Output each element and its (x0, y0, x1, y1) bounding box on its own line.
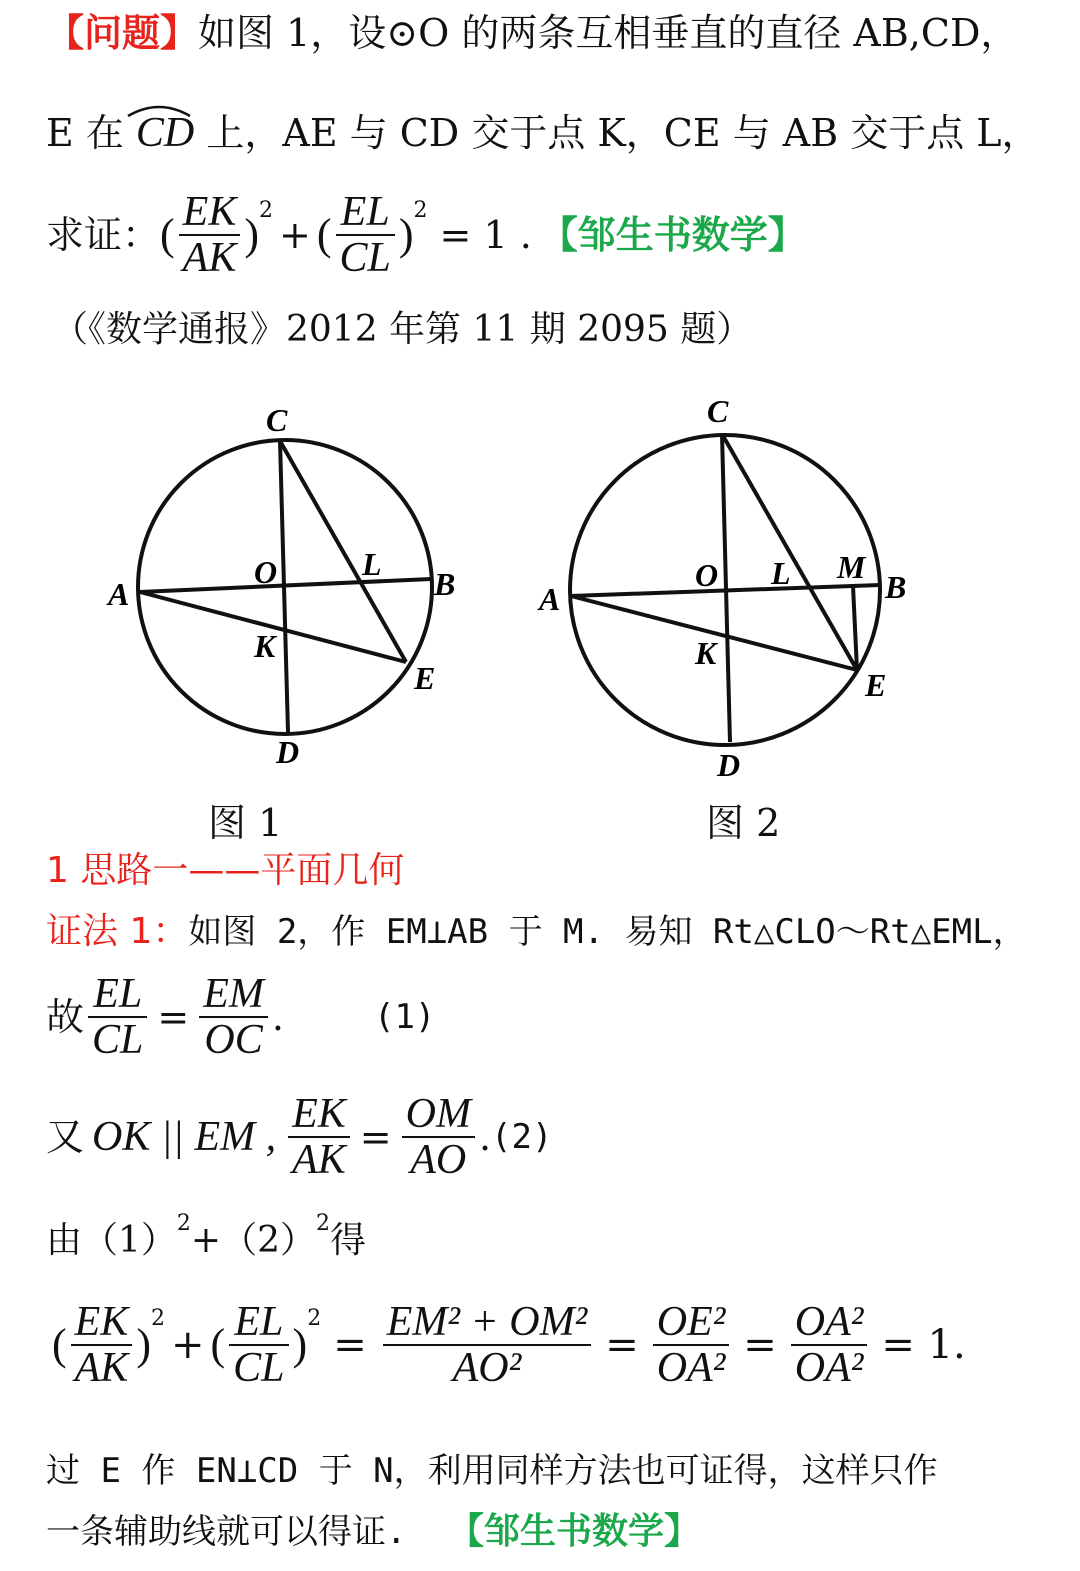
paren: ) (292, 1320, 308, 1370)
problem-line-2 (46, 112, 1040, 154)
paren: ) (244, 210, 259, 260)
plus-sign: + (279, 213, 311, 258)
source-note: （《数学通报》2012 年第 11 期 2095 题） (52, 309, 753, 350)
so-label: 故 (46, 995, 85, 1040)
frac-num: EK (292, 1091, 346, 1137)
exponent: 2 (413, 198, 428, 223)
period: . (271, 995, 284, 1040)
figure-1-diagram (100, 395, 480, 775)
equals: = (359, 1115, 392, 1160)
closing-line-1: 过 E 作 EN⊥CD 于 N，利用同样方法也可证得，这样只作 (46, 1451, 938, 1491)
segment-ce (280, 441, 406, 662)
problem-tag: 【问题】 (46, 11, 199, 55)
brand-label: 【邹生书数学】 (447, 1511, 700, 1552)
exponent: 2 (150, 1306, 165, 1331)
fraction (288, 1092, 350, 1182)
fraction-ek-ak (179, 190, 241, 280)
equals: = (743, 1322, 777, 1369)
equals: = (157, 995, 190, 1040)
frac-den: AO² (452, 1345, 522, 1392)
label-d: D (276, 734, 300, 770)
fraction (402, 1092, 475, 1182)
paren: ) (398, 210, 414, 260)
equation-tag: (1) (373, 997, 436, 1038)
frac-den: AK (182, 235, 237, 282)
figure-2-caption: 图 2 (706, 801, 781, 845)
fraction-el-cl (336, 190, 395, 280)
combine-text-b: +（2） (190, 1220, 316, 1261)
frac-den: CL (92, 1017, 144, 1064)
frac-num: EL (340, 189, 390, 235)
frac-den: CL (233, 1345, 285, 1392)
label-b: B (885, 569, 907, 605)
fraction (71, 1300, 133, 1390)
label-e: E (865, 667, 887, 703)
figure-1-caption: 图 1 (208, 801, 283, 845)
equals: = (605, 1322, 639, 1369)
label-a: A (108, 576, 130, 612)
brand-label: 【邹生书数学】 (539, 213, 806, 258)
label-b: B (434, 566, 456, 602)
combine-text-a: 由（1） (46, 1220, 177, 1261)
frac-den: AK (74, 1345, 129, 1392)
label-l: L (362, 546, 382, 582)
label-k: K (695, 635, 717, 671)
fraction (199, 972, 268, 1062)
fraction (383, 1300, 591, 1390)
paren: ( (210, 1320, 226, 1370)
result: = 1. (881, 1322, 966, 1369)
closing-line-2 (46, 1511, 700, 1552)
equation-tag: (2) (491, 1117, 553, 1158)
problem-text-2b: 上，AE 与 CD 交于点 K，CE 与 AB 交于点 L， (206, 111, 1040, 155)
plus-sign: + (170, 1322, 205, 1369)
frac-num: EM (203, 971, 264, 1017)
frac-den: OA² (794, 1345, 864, 1392)
paren: ) (136, 1320, 151, 1370)
equals-one: = 1 . (439, 213, 532, 258)
equation-2 (46, 1092, 552, 1182)
label-l: L (771, 555, 791, 591)
prove-line (46, 190, 806, 280)
label-c: C (707, 393, 729, 429)
prove-label: 求证： (46, 213, 161, 258)
figure-2-diagram (535, 390, 935, 790)
frac-num: EK (182, 189, 237, 235)
method-line (46, 911, 1027, 952)
frac-den: AK (292, 1137, 346, 1184)
exponent: 2 (315, 1211, 330, 1236)
label-o: O (695, 557, 719, 593)
paren: ( (160, 210, 175, 260)
problem-text-2a: E 在 (46, 111, 124, 155)
fraction (791, 1300, 868, 1390)
method-label: 证法 1： (46, 911, 189, 952)
problem-line-1 (46, 11, 1019, 55)
frac-den: AO (410, 1137, 467, 1184)
paren: ( (52, 1320, 67, 1370)
frac-num: OM (405, 1091, 471, 1137)
combine-text-c: 得 (329, 1220, 366, 1261)
label-a: A (539, 581, 561, 617)
arc-cd-text: CD (135, 110, 195, 156)
arc-mark-icon (124, 98, 194, 118)
label-k: K (254, 628, 276, 664)
frac-num: EL (234, 1299, 284, 1345)
fraction (229, 1300, 288, 1390)
closing-text: 一条辅助线就可以得证. (46, 1512, 407, 1552)
frac-den: CL (339, 235, 391, 282)
equation-1 (46, 972, 435, 1062)
method-text: 如图 2，作 EM⊥AB 于 M. 易知 Rt△CLO～Rt△EML， (188, 912, 1027, 952)
frac-den: OC (204, 1017, 263, 1064)
period: . (478, 1115, 492, 1160)
label-o: O (254, 554, 278, 590)
label-d: D (717, 747, 741, 783)
section-heading: 1 思路一——平面几何 (46, 850, 405, 891)
parallel-statement: OK || EM , (92, 1114, 277, 1161)
label-c: C (266, 402, 288, 438)
exponent: 2 (307, 1306, 322, 1331)
frac-num: OA² (794, 1299, 864, 1345)
label-m: M (837, 549, 866, 585)
exponent: 2 (259, 198, 273, 223)
problem-text-1: 如图 1，设⊙O 的两条互相垂直的直径 AB,CD， (198, 11, 1019, 55)
fraction (88, 972, 147, 1062)
frac-num: EK (74, 1299, 129, 1345)
segment-em (853, 586, 857, 670)
frac-den: OA² (656, 1345, 726, 1392)
equals: = (333, 1322, 367, 1369)
diameter-cd (722, 434, 730, 742)
exponent: 2 (176, 1211, 191, 1236)
frac-num: OE² (656, 1299, 726, 1345)
fraction (653, 1300, 730, 1390)
paren: ( (316, 210, 332, 260)
frac-num: EL (93, 971, 143, 1017)
frac-num: EM² + OM² (386, 1299, 588, 1345)
also-label: 又 (46, 1115, 85, 1160)
label-e: E (414, 660, 436, 696)
big-equation (52, 1300, 966, 1390)
combine-line (46, 1213, 366, 1259)
